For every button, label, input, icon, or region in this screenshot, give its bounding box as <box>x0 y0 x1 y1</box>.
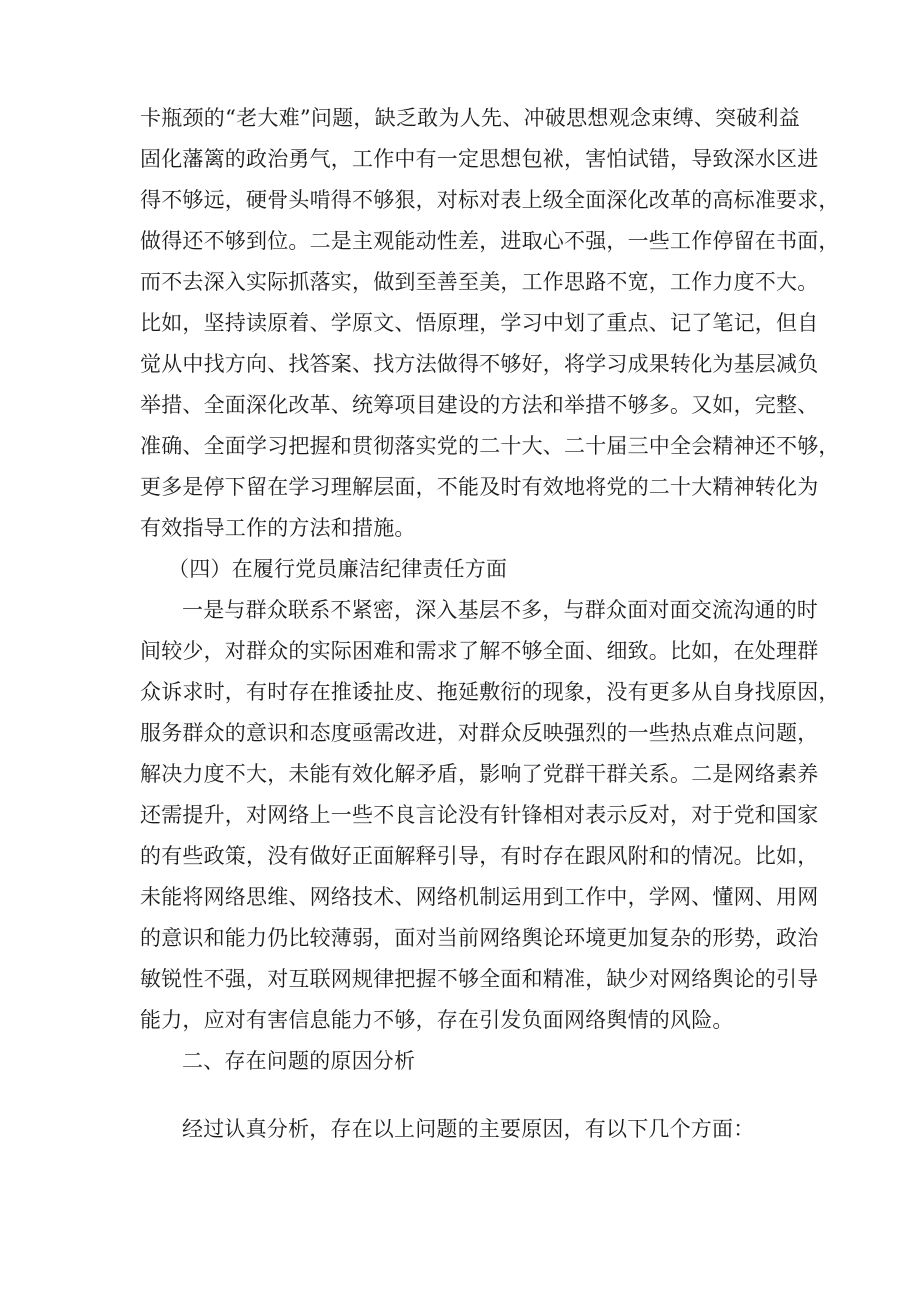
paragraph-line: 众诉求时，有时存在推诿扯皮、拖延敷衍的现象，没有更多从自身找原因， <box>140 680 840 704</box>
paragraph-line: 有效指导工作的方法和措施。 <box>140 516 416 540</box>
paragraph-line: 一是与群众联系不紧密，深入基层不多，与群众面对面交流沟通的时 <box>182 598 818 622</box>
paragraph-line: 的有些政策，没有做好正面解释引导，有时存在跟风附和的情况。比如， <box>140 844 819 868</box>
paragraph-line: 还需提升，对网络上一些不良言论没有针锋相对表示反对，对于党和国家 <box>140 803 819 827</box>
paragraph-line: 固化藩篱的政治勇气，工作中有一定思想包袱，害怕试错，导致深水区进 <box>140 147 819 171</box>
paragraph-line: 得不够远，硬骨头啃得不够狠，对标对表上级全面深化改革的高标准要求， <box>140 188 840 212</box>
paragraph-line: 敏锐性不强，对互联网规律把握不够全面和精准，缺少对网络舆论的引导 <box>140 967 819 991</box>
paragraph-line: 解决力度不大，未能有效化解矛盾，影响了党群干群关系。二是网络素养 <box>140 762 819 786</box>
paragraph-line: 举措、全面深化改革、统筹项目建设的方法和举措不够多。又如，完整、 <box>140 393 819 417</box>
paragraph-line: 而不去深入实际抓落实，做到至善至美，工作思路不宽，工作力度不大。 <box>140 270 819 294</box>
section-heading: 二、存在问题的原因分析 <box>182 1049 416 1073</box>
paragraph-line: 卡瓶颈的“老大难”问题，缺乏敢为人先、冲破思想观念束缚、突破利益 <box>140 106 800 130</box>
paragraph-line: 的意识和能力仍比较薄弱，面对当前网络舆论环境更加复杂的形势，政治 <box>140 926 819 950</box>
paragraph-line: 能力，应对有害信息能力不够，存在引发负面网络舆情的风险。 <box>140 1008 734 1032</box>
paragraph-line: 准确、全面学习把握和贯彻落实党的二十大、二十届三中全会精神还不够， <box>140 434 840 458</box>
paragraph-line: 做得还不够到位。二是主观能动性差，进取心不强，一些工作停留在书面， <box>140 229 840 253</box>
section-subheading: （四）在履行党员廉洁纪律责任方面 <box>168 557 508 581</box>
paragraph-line: 更多是停下留在学习理解层面，不能及时有效地将党的二十大精神转化为 <box>140 475 819 499</box>
paragraph-line: 间较少，对群众的实际困难和需求了解不够全面、细致。比如，在处理群 <box>140 639 819 663</box>
paragraph-line: 服务群众的意识和态度亟需改进，对群众反映强烈的一些热点难点问题， <box>140 721 819 745</box>
paragraph-line: 觉从中找方向、找答案、找方法做得不够好，将学习成果转化为基层减负 <box>140 352 819 376</box>
paragraph-line: 经过认真分析，存在以上问题的主要原因，有以下几个方面： <box>182 1117 755 1141</box>
paragraph-line: 比如，坚持读原着、学原文、悟原理，学习中划了重点、记了笔记，但自 <box>140 311 819 335</box>
paragraph-line: 未能将网络思维、网络技术、网络机制运用到工作中，学网、懂网、用网 <box>140 885 819 909</box>
